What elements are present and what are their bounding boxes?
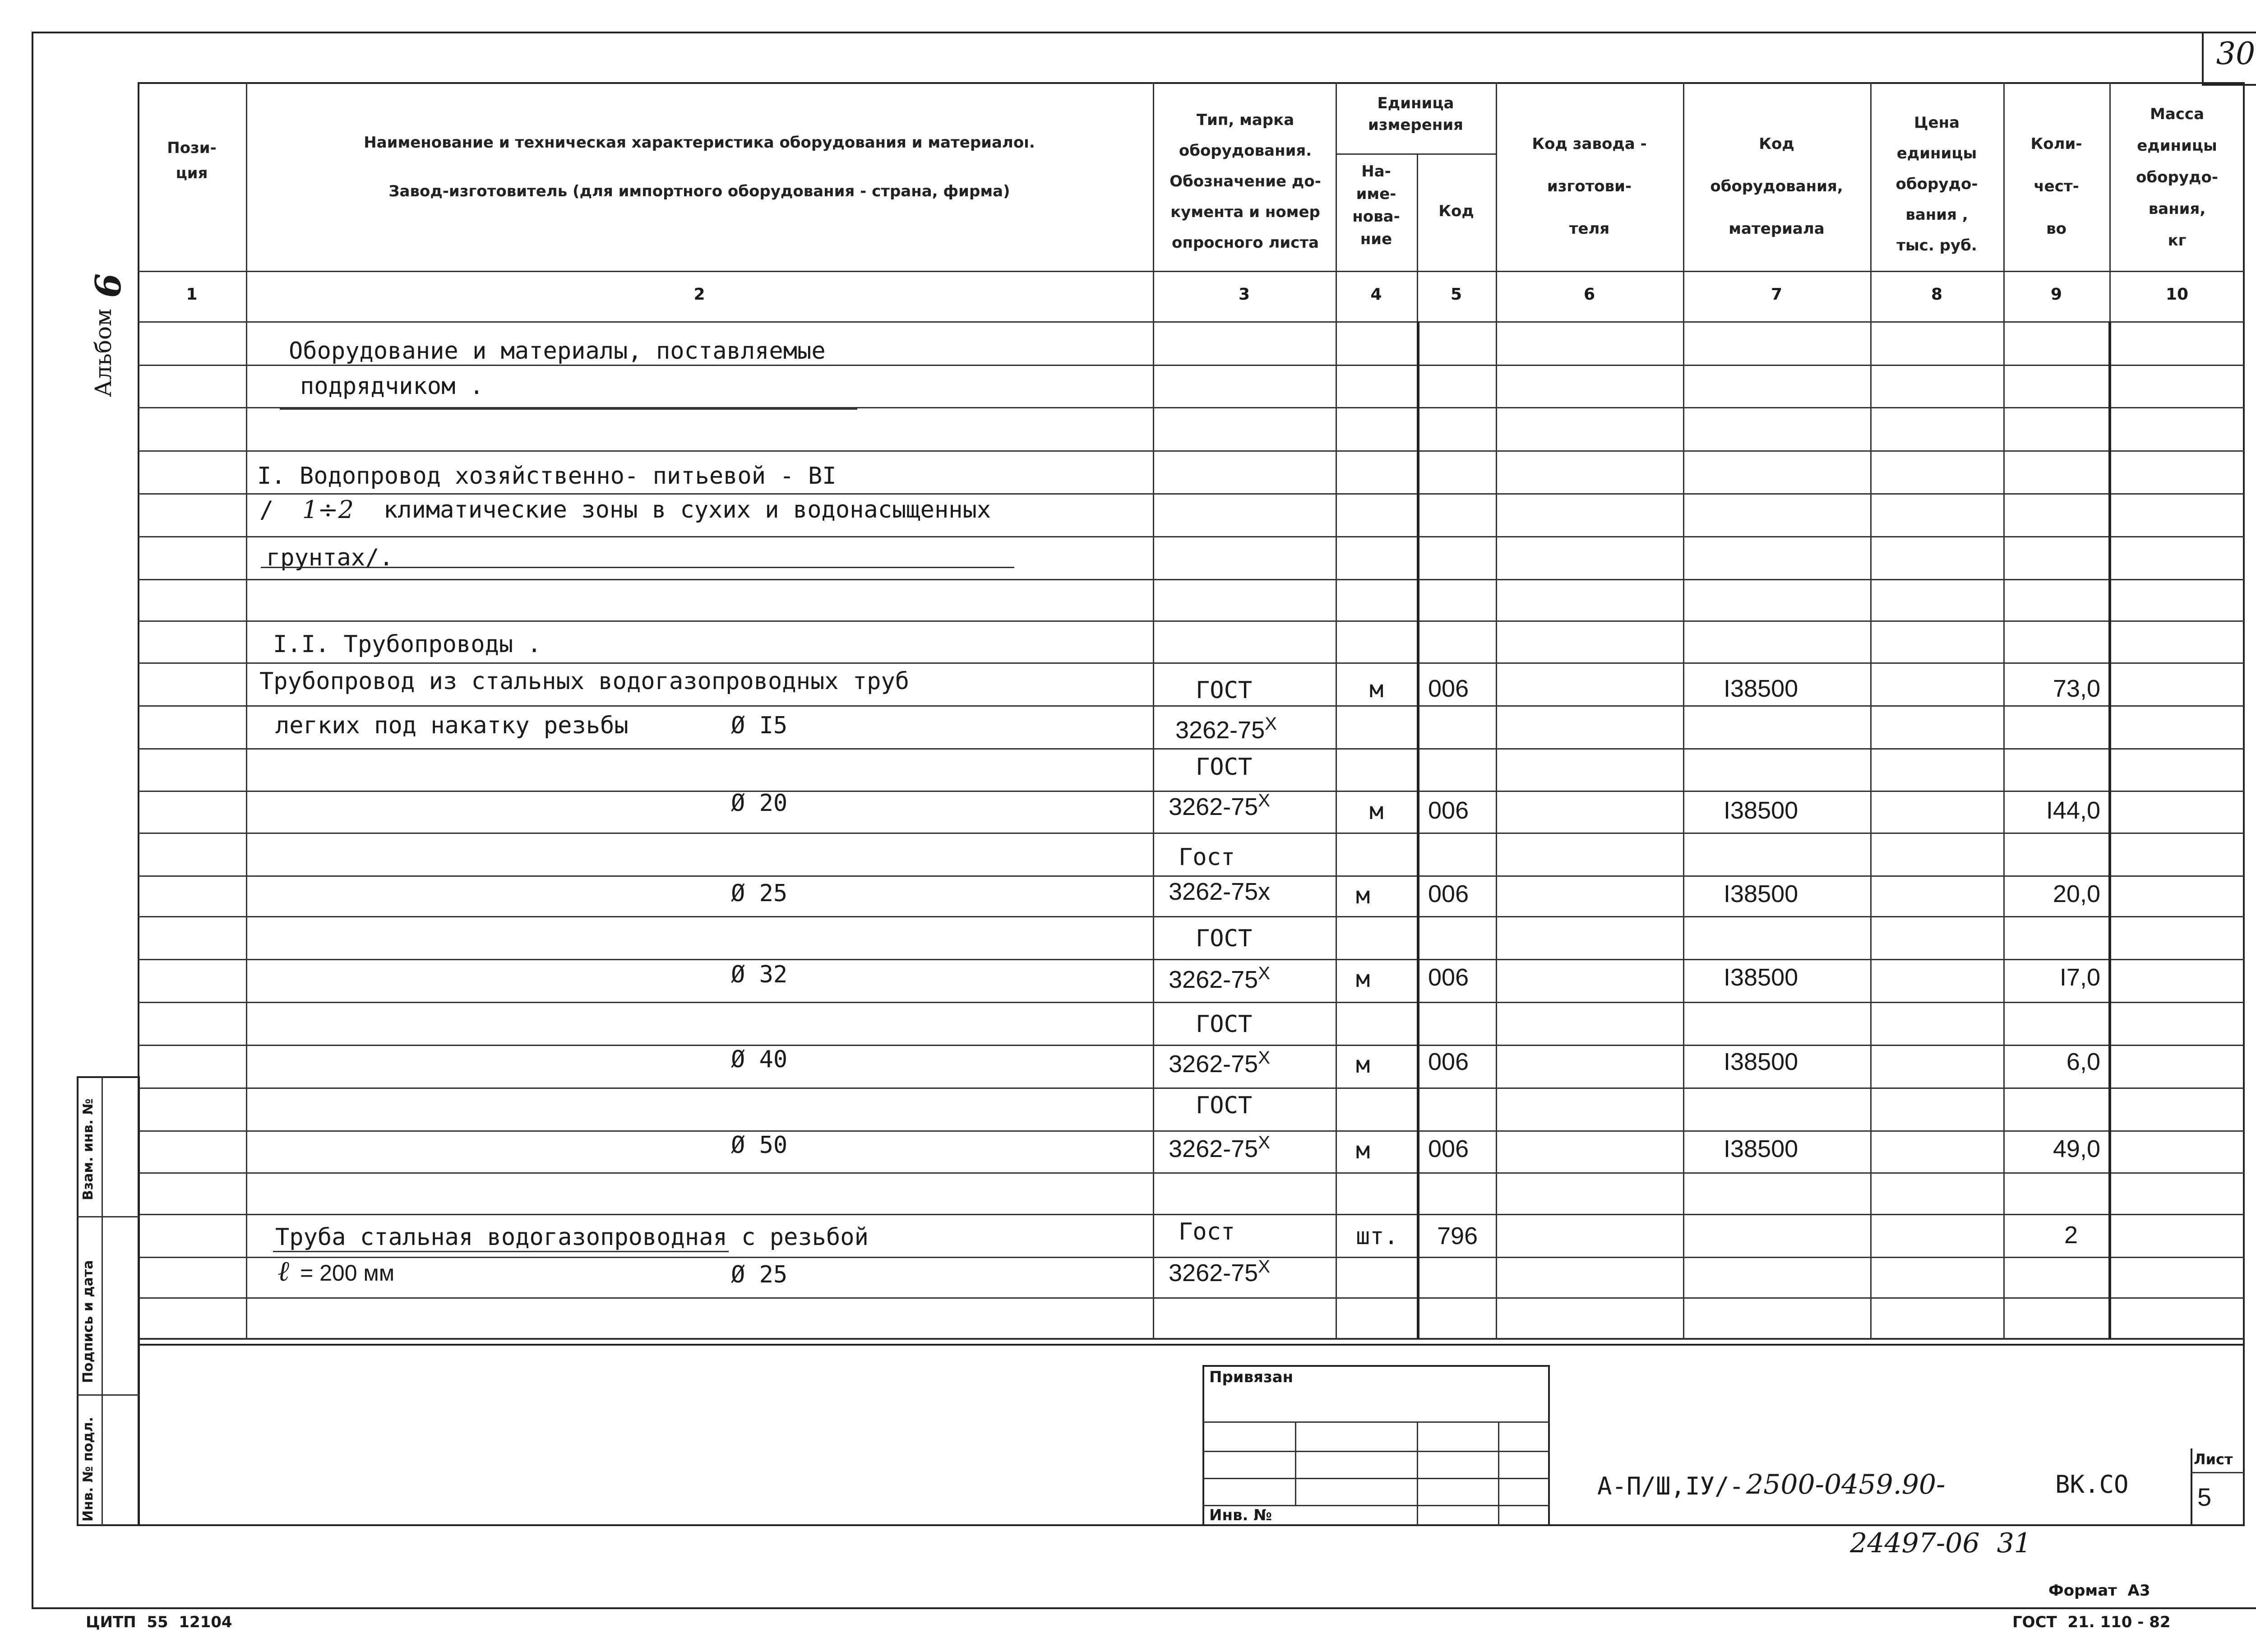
section-title-line1: Оборудование и материалы, поставляемые	[289, 338, 826, 365]
header-unit-name: На- име- нова- ние	[1352, 162, 1400, 248]
row-unit: м	[1356, 1051, 1370, 1078]
row-code: 006	[1428, 675, 1469, 702]
row-diameter: Ø 25	[731, 880, 788, 907]
row-doc: $3262-75^X$	[1169, 963, 1270, 993]
sheet-label: Лист	[2194, 1451, 2233, 1468]
col-number-10: 10	[2165, 285, 2189, 304]
row-doc: $3262-75^X$	[1169, 1133, 1270, 1162]
album-number: 6	[88, 273, 129, 298]
row-diameter: Ø I5	[731, 712, 788, 739]
header-type: Тип, марка оборудования. Обозначение до- кумента и номер опросного листа	[1170, 111, 1321, 252]
row-code: 006	[1428, 1135, 1469, 1162]
row-equip: I38500	[1724, 880, 1798, 907]
corner-number: 30	[2216, 36, 2256, 72]
col-number-8: 8	[1931, 285, 1943, 304]
row-diameter: Ø 50	[731, 1132, 788, 1159]
header-quantity: Коли- чест- во	[2030, 135, 2082, 238]
designation-number: 2500-0459.90-	[1746, 1469, 1946, 1500]
row-code: 006	[1428, 797, 1469, 824]
footer-left: ЦИТП 55 12104	[86, 1613, 232, 1631]
row-doc: $3262-75^X$	[1169, 1048, 1270, 1078]
header-position: Пози- ция	[167, 139, 217, 182]
header-name-line1: Наименование и техническая характеристика оборудования и материалоı.	[364, 134, 1035, 152]
header-unit-code: Код	[1438, 202, 1474, 220]
tube-length-symbol: ℓ	[277, 1254, 289, 1287]
privyazan-label: Привязан	[1209, 1368, 1294, 1386]
row-gost: ГОСТ	[1196, 754, 1253, 781]
tube-doc: $3262-75^X$	[1169, 1257, 1270, 1286]
row-doc: 3262-75x	[1169, 878, 1271, 905]
row-equip: I38500	[1724, 797, 1798, 824]
row-equip: I38500	[1724, 1135, 1798, 1162]
row-unit: м	[1356, 882, 1370, 909]
tube-unit: шт.	[1356, 1223, 1398, 1250]
tube-diameter: Ø 25	[731, 1261, 788, 1288]
row-unit: м	[1356, 966, 1370, 993]
row-qty: 6,0	[2066, 1048, 2100, 1075]
row-qty: I44,0	[2046, 797, 2100, 824]
row-qty: 20,0	[2053, 880, 2100, 907]
row-unit: м	[1369, 676, 1384, 703]
row-gost: ГОСТ	[1196, 677, 1253, 704]
row-gost: ГОСТ	[1196, 1092, 1253, 1119]
podpis-data-label: Подпись и дата	[80, 1260, 96, 1383]
row-gost: ГОСТ	[1196, 1011, 1253, 1038]
header-price: Цена единицы оборудо- вания , тыс. руб.	[1895, 114, 1978, 255]
row-gost: ГОСТ	[1196, 925, 1253, 952]
pipe-description-2: легких под накатку резьбы	[275, 712, 629, 739]
archive-number: 24497-06 31	[1850, 1527, 2031, 1559]
header-name-line2: Завод-изготовитель (для импортного оборудования - страна, фирма)	[388, 182, 1010, 200]
row-equip: I38500	[1724, 964, 1798, 991]
tube-length: = 200 мм	[300, 1260, 395, 1286]
col-number-9: 9	[2050, 285, 2062, 304]
col-number-5: 5	[1450, 285, 1462, 304]
row-unit: м	[1369, 798, 1384, 825]
row-qty: I7,0	[2059, 964, 2100, 991]
pipe-description-1: Трубопровод из стальных водогазопроводных труб	[259, 668, 910, 695]
col-number-7: 7	[1771, 285, 1783, 304]
subsection-slash: /	[259, 496, 274, 523]
inv-number-label: Инв. №	[1209, 1506, 1272, 1524]
row-unit: м	[1356, 1137, 1370, 1164]
row-code: 006	[1428, 964, 1469, 991]
vzam-inv-label: Взам. инв. №	[80, 1098, 96, 1200]
row-doc: $3262-75^X$	[1169, 791, 1270, 820]
col-number-2: 2	[693, 285, 705, 304]
subsection-title-2: климатические зоны в сухих и водонасыщенных	[384, 496, 991, 523]
row-equip: I38500	[1724, 1048, 1798, 1075]
row-equip: I38500	[1724, 675, 1798, 702]
row-diameter: Ø 20	[731, 790, 788, 817]
row-diameter: Ø 40	[731, 1046, 788, 1073]
col-number-4: 4	[1370, 285, 1382, 304]
tube-gost: Гост	[1179, 1218, 1235, 1245]
row-gost: Гост	[1179, 844, 1235, 871]
footer-gost: ГОСТ 21. 110 - 82	[2012, 1613, 2171, 1631]
sheet-number: 5	[2197, 1483, 2212, 1511]
tube-name: Труба стальная водогазопроводная с резьбой	[275, 1224, 869, 1251]
inv-podl-label: Инв. № подл.	[80, 1416, 96, 1522]
subsection-title-3: грунтах/.	[266, 544, 393, 571]
row-code: 006	[1428, 880, 1469, 907]
tube-qty: 2	[2064, 1222, 2078, 1249]
footer-format: Формат А3	[2048, 1582, 2150, 1600]
col-number-1: 1	[186, 285, 198, 304]
col-number-6: 6	[1583, 285, 1595, 304]
row-qty: 49,0	[2053, 1135, 2100, 1162]
row-doc: $3262-75^X$	[1175, 714, 1277, 744]
designation-code: А-П/Ш,IУ/-	[1597, 1472, 1744, 1500]
row-qty: 73,0	[2053, 675, 2100, 702]
row-code: 006	[1428, 1048, 1469, 1075]
header-unit-group: Единица измерения	[1368, 94, 1463, 134]
header-mass: Масса единицы оборудо- вания, кг	[2136, 105, 2218, 250]
header-factory-code: Код завода - изготови- теля	[1532, 135, 1647, 238]
item-group-title: I.I. Трубопроводы .	[273, 631, 541, 658]
tube-code: 796	[1437, 1222, 1478, 1249]
album-label: Альбом	[90, 309, 116, 397]
header-equipment-code: Код оборудования, материала	[1710, 135, 1843, 238]
designation-mark: ВК.СО	[2055, 1470, 2129, 1499]
col-number-3: 3	[1238, 285, 1250, 304]
subsection-title-1: I. Водопровод хозяйственно- питьевой - BI	[257, 463, 837, 490]
section-title-line2: подрядчиком .	[300, 373, 484, 400]
row-diameter: Ø 32	[731, 961, 788, 988]
subsection-zones: 1÷2	[302, 495, 354, 524]
